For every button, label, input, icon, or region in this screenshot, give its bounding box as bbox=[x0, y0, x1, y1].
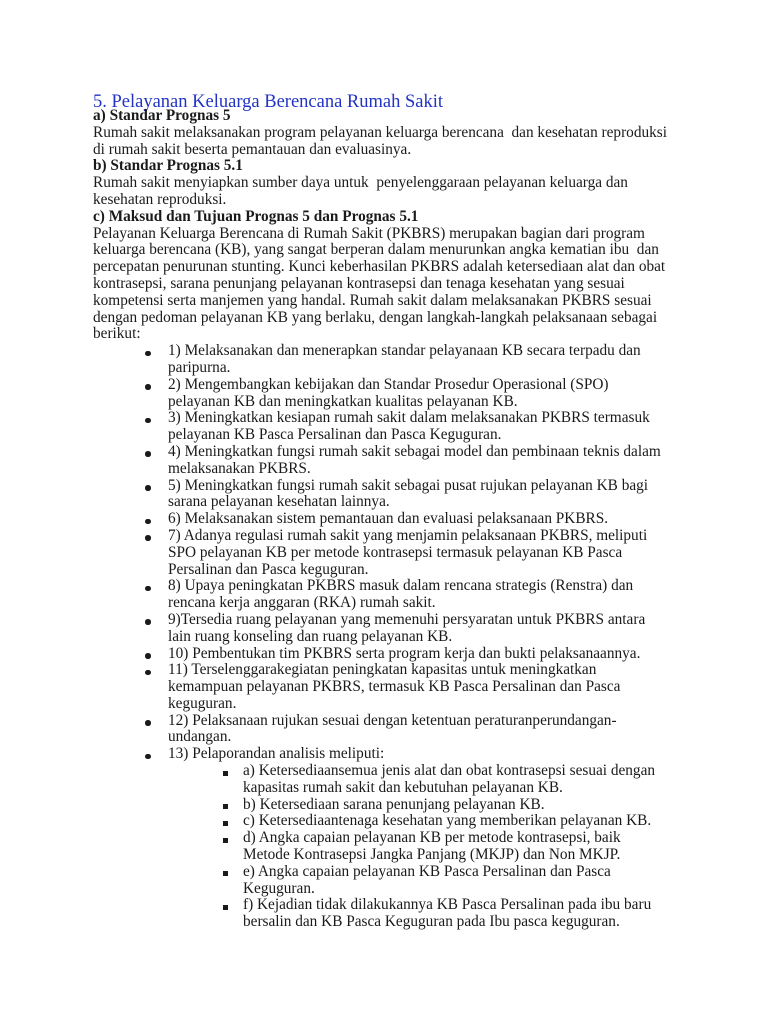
round-bullet-icon bbox=[145, 619, 151, 625]
list-item bbox=[93, 410, 733, 444]
paragraph-line: keluarga berencana (KB), yang sangat berperan dalam menurunkan angka kematian ibu dan bbox=[93, 241, 659, 259]
sub-list-item-line: f) Kejadian tidak dilakukannya KB Pasca Persalinan pada ibu baru bbox=[243, 896, 652, 914]
square-bullet-icon bbox=[223, 771, 228, 776]
round-bullet-icon bbox=[145, 720, 151, 726]
list-item-line: 8) Upaya peningkatan PKBRS masuk dalam rencana strategis (Renstra) dan bbox=[168, 577, 634, 595]
list-item-line: kemampuan pelayanan PKBRS, termasuk KB Pasca Persalinan dan Pasca bbox=[168, 678, 621, 696]
sub-list-item bbox=[168, 897, 733, 931]
section-heading: 5. Pelayanan Keluarga Berencana Rumah Sakit bbox=[93, 92, 444, 112]
round-bullet-icon bbox=[145, 351, 151, 357]
paragraph-line: kesehatan reproduksi. bbox=[93, 190, 227, 208]
paragraph-line: Rumah sakit melaksanakan program pelayanan keluarga berencana dan kesehatan reproduksi bbox=[93, 123, 667, 141]
list-item bbox=[93, 343, 733, 377]
paragraph-line: kontrasepsi, sarana penunjang pelayanan kontrasepsi dan tenaga kesehatan yang sesuai bbox=[93, 274, 625, 292]
paragraph-line: di rumah sakit beserta pemantauan dan evaluasinya. bbox=[93, 140, 412, 158]
sub-list-item-line: b) Ketersediaan sarana penunjang pelayanan KB. bbox=[243, 795, 545, 813]
square-bullet-icon bbox=[223, 871, 228, 876]
list-item-line: 1) Melaksanakan dan menerapkan standar pelayanaan KB secara terpadu dan bbox=[168, 342, 641, 360]
sub-list-item-line: Metode Kontrasepsi Jangka Panjang (MKJP) dan Non MKJP. bbox=[243, 846, 621, 864]
square-bullet-icon bbox=[223, 838, 228, 843]
round-bullet-icon bbox=[145, 519, 151, 525]
paragraph-line: kompetensi serta manjemen yang handal. Rumah sakit dalam melaksanakan PKBRS sesuai bbox=[93, 291, 652, 309]
sub-list-item-line: a) Ketersediaansemua jenis alat dan obat kontrasepsi sesuai dengan bbox=[243, 762, 656, 780]
list-item-line: lain ruang konseling dan ruang pelayanan KB. bbox=[168, 627, 453, 645]
subsection-title-standar-prognas-5: a) Standar Prognas 5 bbox=[93, 107, 231, 124]
round-bullet-icon bbox=[145, 754, 151, 760]
round-bullet-icon bbox=[145, 535, 151, 541]
list-item-line: 11) Terselenggarakegiatan peningkatan kapasitas untuk meningkatkan bbox=[168, 661, 597, 679]
subsection-title-maksud-tujuan: c) Maksud dan Tujuan Prognas 5 dan Prognas 5.1 bbox=[93, 207, 419, 225]
round-bullet-icon bbox=[145, 653, 151, 659]
list-item-line: pelayanan KB Pasca Persalinan dan Pasca Keguguran. bbox=[168, 426, 502, 444]
list-item-line: 13) Pelaporandan analisis meliputi: bbox=[168, 745, 385, 763]
paragraph-line: percepatan penurunan stunting. Kunci keberhasilan PKBRS adalah ketersediaan alat dan obat bbox=[93, 258, 666, 276]
list-item bbox=[93, 377, 733, 411]
list-item bbox=[93, 662, 733, 712]
sub-list-item bbox=[168, 830, 733, 864]
list-item bbox=[93, 444, 733, 478]
list-item-line: 10) Pembentukan tim PKBRS serta program kerja dan bukti pelaksanaannya. bbox=[168, 644, 641, 662]
list-item bbox=[93, 713, 733, 747]
list-item bbox=[93, 578, 733, 612]
square-bullet-icon bbox=[223, 821, 228, 826]
list-item-line: pelayanan KB dan meningkatkan kualitas pelayanan KB. bbox=[168, 392, 518, 410]
list-item-line: 5) Meningkatkan fungsi rumah sakit sebagai pusat rujukan pelayanan KB bagi bbox=[168, 476, 649, 494]
list-item bbox=[93, 478, 733, 512]
sub-list-item-line: Keguguran. bbox=[243, 879, 315, 897]
list-item-line: SPO pelayanan KB per metode kontrasepsi termasuk pelayanan KB Pasca bbox=[168, 543, 623, 561]
list-item-line: rencana kerja anggaran (RKA) rumah sakit. bbox=[168, 594, 436, 612]
list-item-line: 7) Adanya regulasi rumah sakit yang menjamin pelaksanaan PKBRS, meliputi bbox=[168, 526, 648, 544]
paragraph-line: Rumah sakit menyiapkan sumber daya untuk penyelenggaraan pelayanan keluarga dan bbox=[93, 174, 628, 192]
list-item-line: 4) Meningkatkan fungsi rumah sakit sebagai model dan pembinaan teknis dalam bbox=[168, 442, 661, 460]
list-item-line: sarana pelayanan kesehatan lainnya. bbox=[168, 493, 390, 511]
sub-list-item-line: d) Angka capaian pelayanan KB per metode kontrasepsi, baik bbox=[243, 829, 621, 847]
list-item-line: 9)Tersedia ruang pelayanan yang memenuhi persyaratan untuk PKBRS antara bbox=[168, 610, 646, 628]
subsection-title-standar-prognas-5-1: b) Standar Prognas 5.1 bbox=[93, 157, 243, 175]
sub-list-item bbox=[168, 763, 733, 797]
list-item-line: Persalinan dan Pasca keguguran. bbox=[168, 560, 369, 578]
steps-list bbox=[93, 343, 733, 931]
round-bullet-icon bbox=[145, 451, 151, 457]
sub-list-item bbox=[168, 813, 733, 830]
sub-list-item-line: c) Ketersediaantenaga kesehatan yang memberikan pelayanan KB. bbox=[243, 812, 652, 830]
paragraph-line: berikut: bbox=[93, 325, 141, 343]
list-item bbox=[93, 511, 733, 528]
round-bullet-icon bbox=[145, 586, 151, 592]
list-item-line: 6) Melaksanakan sistem pemantauan dan evaluasi pelaksanaan PKBRS. bbox=[168, 510, 609, 528]
list-item-line: melaksanakan PKBRS. bbox=[168, 459, 311, 477]
sub-list bbox=[168, 763, 733, 931]
sub-list-item bbox=[168, 864, 733, 898]
sub-list-item-line: bersalin dan KB Pasca Keguguran pada Ibu pasca keguguran. bbox=[243, 913, 620, 931]
square-bullet-icon bbox=[223, 804, 228, 809]
sub-list-item-line: kapasitas rumah sakit dan kebutuhan pelayanan KB. bbox=[243, 778, 563, 796]
paragraph-line: Pelayanan Keluarga Berencana di Rumah Sakit (PKBRS) merupakan bagian dari program bbox=[93, 224, 645, 242]
list-item bbox=[93, 746, 733, 931]
sub-list-item bbox=[168, 797, 733, 814]
round-bullet-icon bbox=[145, 670, 151, 676]
document-body bbox=[93, 108, 733, 931]
paragraph-maksud-tujuan bbox=[93, 226, 733, 344]
paragraph-line: dengan pedoman pelayanan KB yang berlaku, dengan langkah-langkah pelaksanaan sebagai bbox=[93, 308, 658, 326]
list-item bbox=[93, 646, 733, 663]
list-item-line: undangan. bbox=[168, 728, 232, 746]
list-item bbox=[93, 528, 733, 578]
list-item-line: 3) Meningkatkan kesiapan rumah sakit dalam melaksanakan PKBRS termasuk bbox=[168, 409, 650, 427]
list-item-line: 12) Pelaksanaan rujukan sesuai dengan ketentuan peraturanperundangan- bbox=[168, 711, 617, 729]
paragraph-standar-prognas-5 bbox=[93, 125, 733, 159]
list-item-line: paripurna. bbox=[168, 358, 231, 376]
round-bullet-icon bbox=[145, 384, 151, 390]
list-item-line: keguguran. bbox=[168, 694, 237, 712]
square-bullet-icon bbox=[223, 905, 228, 910]
round-bullet-icon bbox=[145, 418, 151, 424]
sub-list-item-line: e) Angka capaian pelayanan KB Pasca Persalinan dan Pasca bbox=[243, 862, 611, 880]
list-item bbox=[93, 612, 733, 646]
list-item-line: 2) Mengembangkan kebijakan dan Standar Prosedur Operasional (SPO) bbox=[168, 375, 609, 393]
round-bullet-icon bbox=[145, 485, 151, 491]
paragraph-standar-prognas-5-1 bbox=[93, 175, 733, 209]
